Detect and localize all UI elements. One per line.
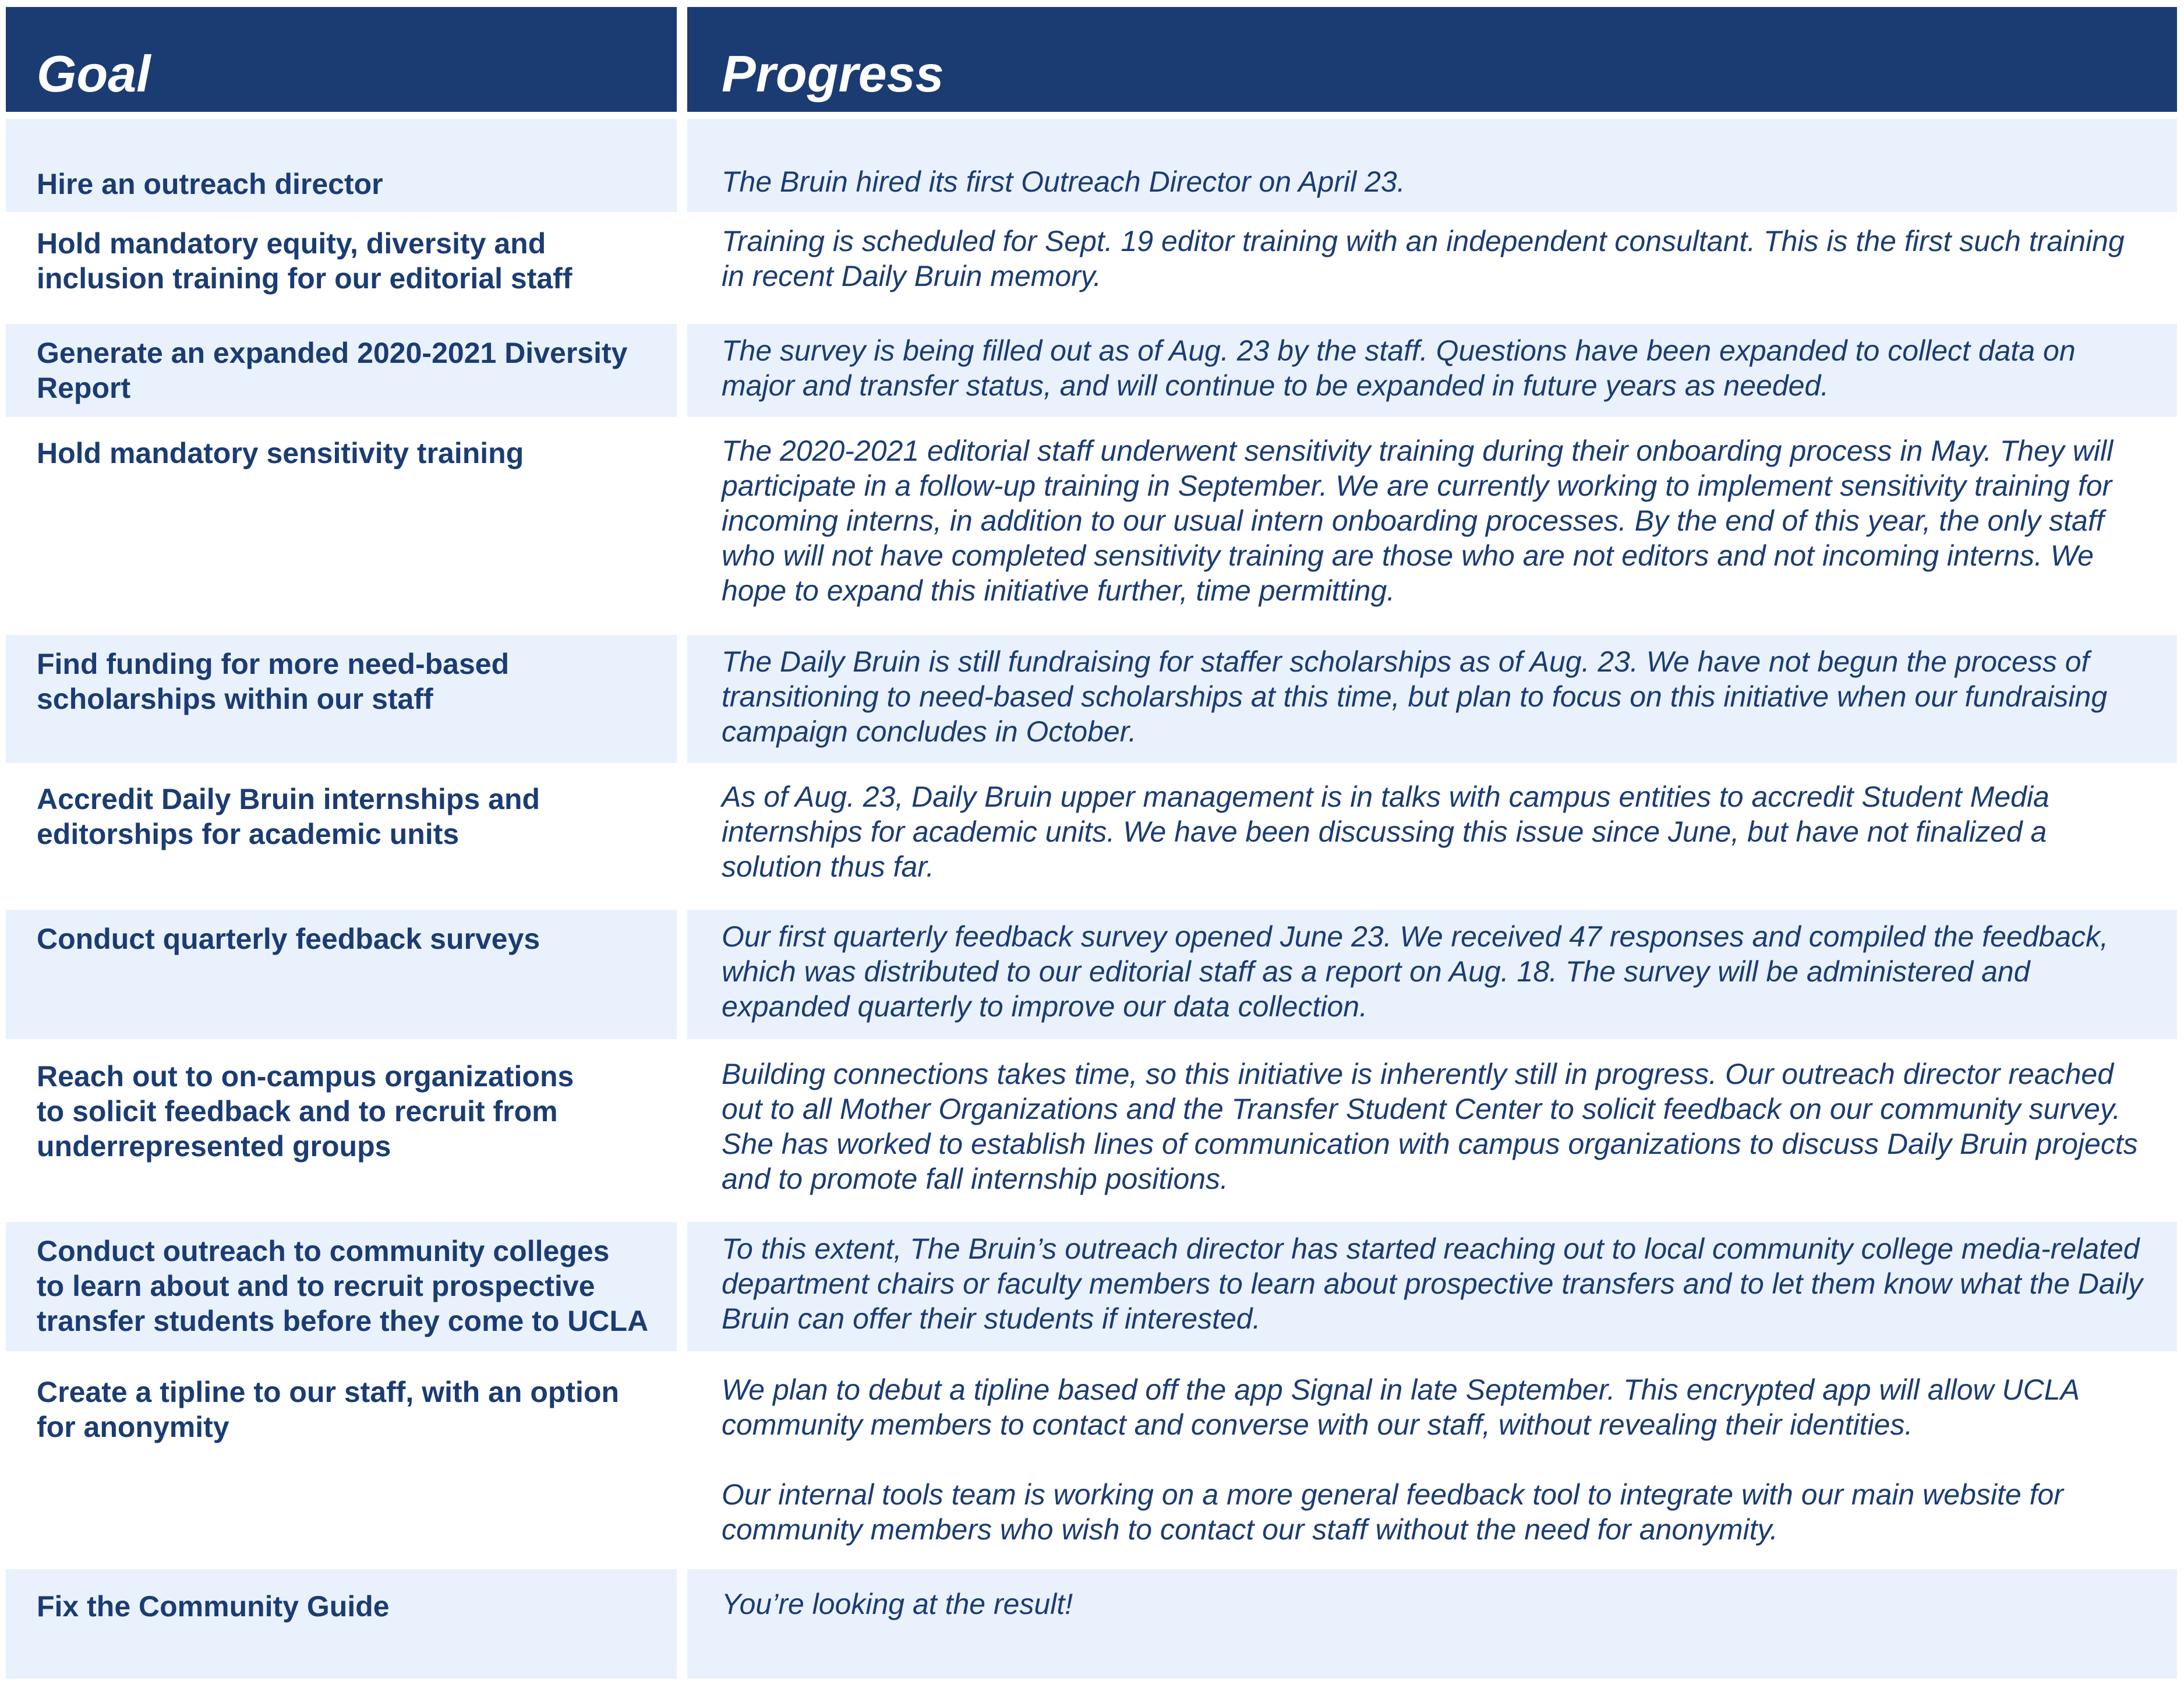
table-row: [6, 910, 2177, 1039]
goal-cell: Generate an expanded 2020-2021 Diversity Report: [6, 324, 677, 417]
progress-cell: As of Aug. 23, Daily Bruin upper management is in talks with campus entities to accredit Student Media internships for academic units. We have been discussing this issue since June, but have not finalized a solution thus far.: [687, 770, 2177, 903]
table-row: [6, 1222, 2177, 1351]
table-row: [6, 324, 2177, 417]
table-row: [6, 1569, 2177, 1679]
goal-cell: Hire an outreach director: [6, 119, 677, 212]
table-row: [6, 119, 2177, 212]
goal-cell: Fix the Community Guide: [6, 1569, 677, 1679]
table-row: [6, 1046, 2177, 1215]
table-row: [6, 219, 2177, 317]
progress-cell: The 2020-2021 editorial staff underwent sensitivity training during their onboarding process in May. They will participate in a follow-up training in September. We are currently working to implement sensitivity training for incoming interns, in addition to our usual intern onboarding processes. By the end of this year, the only staff who will not have completed sensitivity training are those who are not editors and not incoming interns. We hope to expand this initiative further, time permitting.: [687, 424, 2177, 628]
progress-cell: Our first quarterly feedback survey opened June 23. We received 47 responses and compiled the feedback, which was distributed to our editorial staff as a report on Aug. 18. The survey will be administered and expanded quarterly to improve our data collection.: [687, 910, 2177, 1039]
table-row: [6, 770, 2177, 903]
progress-cell: You’re looking at the result!: [687, 1569, 2177, 1679]
progress-cell: We plan to debut a tipline based off the app Signal in late September. This encrypted app will allow UCLA community members to contact and converse with our staff, without revealing their identities. Our internal tools team is working on a more general feedback tool to integrate with our main website for community members who wish to contact our staff without the need for anonymity.: [687, 1358, 2177, 1562]
progress-cell: Building connections takes time, so this initiative is inherently still in progress. Our outreach director reached out to all Mother Organizations and the Transfer Student Center to solicit feedback on our community survey. She has worked to establish lines of communication with campus organizations to discuss Daily Bruin projects and to promote fall internship positions.: [687, 1046, 2177, 1215]
progress-cell: The survey is being filled out as of Aug. 23 by the staff. Questions have been expanded to collect data on major and transfer status, and will continue to be expanded in future years as needed.: [687, 324, 2177, 417]
goals-progress-table: [6, 7, 2177, 1686]
goal-cell: Hold mandatory sensitivity training: [6, 424, 677, 628]
goal-column-header: Goal: [6, 7, 677, 112]
table-header-row: [6, 7, 2177, 112]
progress-cell: The Bruin hired its first Outreach Director on April 23.: [687, 119, 2177, 212]
progress-cell: To this extent, The Bruin’s outreach director has started reaching out to local community college media-related department chairs or faculty members to learn about prospective transfers and to let them know what the Daily Bruin can offer their students if interested.: [687, 1222, 2177, 1351]
goal-cell: Conduct quarterly feedback surveys: [6, 910, 677, 1039]
table-row: [6, 424, 2177, 628]
goal-cell: Hold mandatory equity, diversity and inclusion training for our editorial staff: [6, 219, 677, 317]
progress-column-header: Progress: [687, 7, 2177, 112]
table-row: [6, 635, 2177, 763]
table-row: [6, 1358, 2177, 1562]
progress-cell: Training is scheduled for Sept. 19 editor training with an independent consultant. This is the first such training in recent Daily Bruin memory.: [687, 219, 2177, 317]
goal-cell: Reach out to on-campus organizations to solicit feedback and to recruit from underrepresented groups: [6, 1046, 677, 1215]
goal-cell: Conduct outreach to community colleges to learn about and to recruit prospective transfer students before they come to UCLA: [6, 1222, 677, 1351]
goal-cell: Create a tipline to our staff, with an option for anonymity: [6, 1358, 677, 1562]
progress-cell: The Daily Bruin is still fundraising for staffer scholarships as of Aug. 23. We have not begun the process of transitioning to need-based scholarships at this time, but plan to focus on this initiative when our fundraising campaign concludes in October.: [687, 635, 2177, 763]
goal-cell: Accredit Daily Bruin internships and editorships for academic units: [6, 770, 677, 903]
goal-cell: Find funding for more need-based scholarships within our staff: [6, 635, 677, 763]
